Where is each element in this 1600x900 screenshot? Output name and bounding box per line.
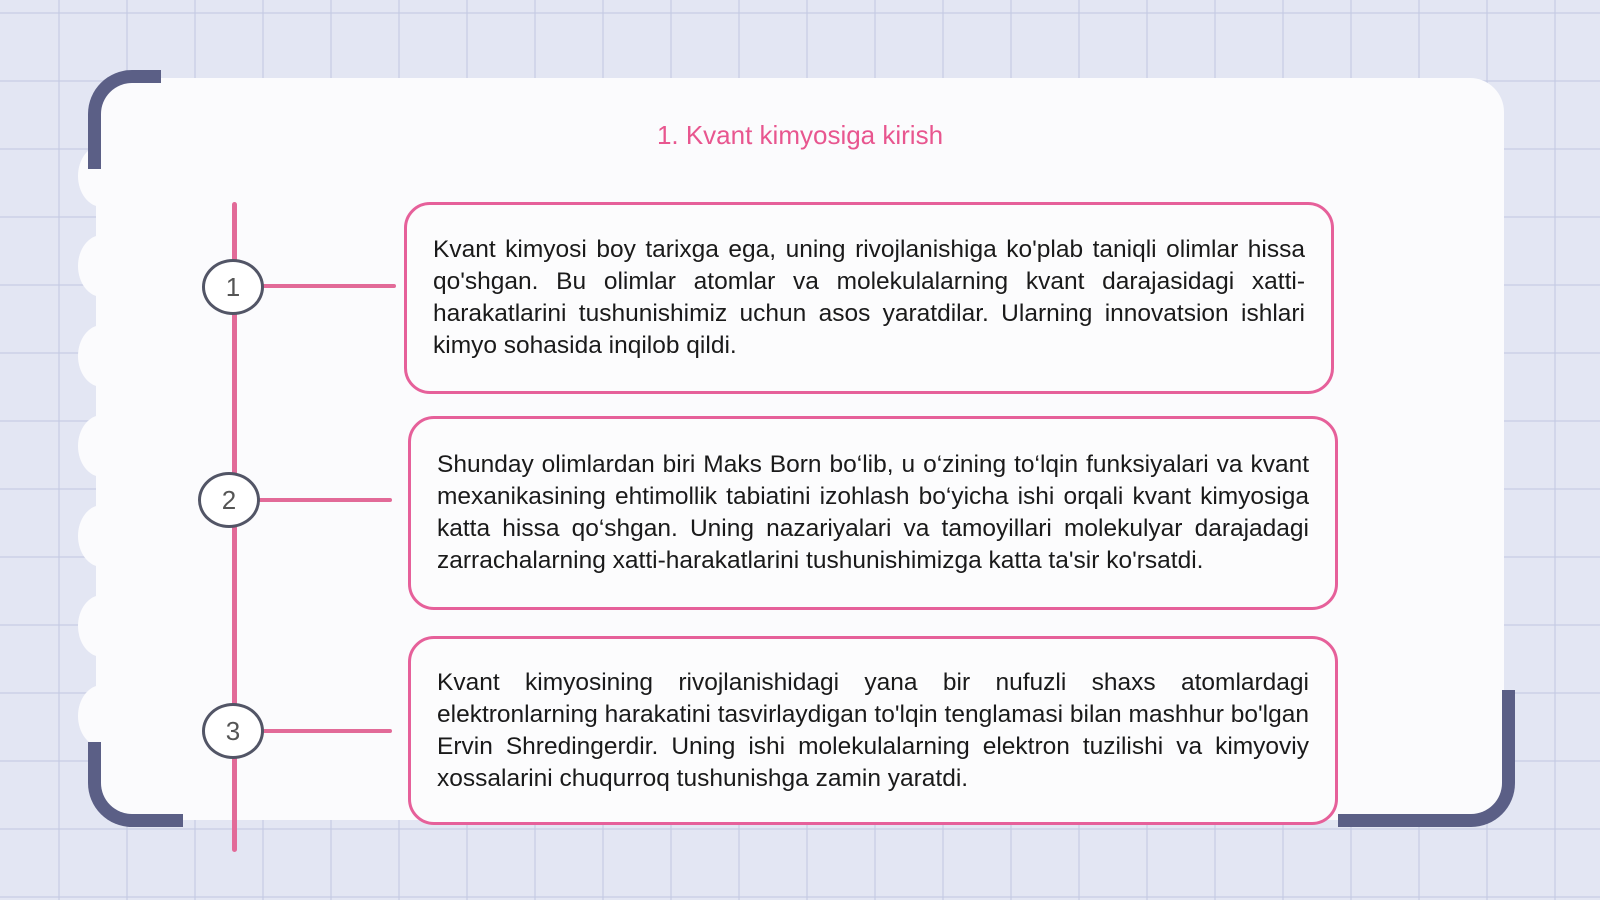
card-scallop <box>78 595 126 657</box>
step-text-3: Kvant kimyosining rivojlanishidagi yana bir nufuzli shaxs atomlardagi elektronlarning harakatini tasvirlaydigan to'lqin tenglamasi bilan mashhur bo'lgan Ervin Shredingerdir. Uning ishi molekulalarning elektron tuzilishi va kimyoviy xossalarini chuqurroq tushunishga zamin yaratdi. <box>437 668 1309 792</box>
step-number-2: 2 <box>198 472 260 528</box>
timeline-connector-1 <box>262 284 396 288</box>
card-scallop <box>78 415 126 477</box>
corner-bracket-top-left <box>88 70 161 169</box>
step-text-1: Kvant kimyosi boy tarixga ega, uning rivojlanishiga ko'plab taniqli olimlar hissa qo'shgan. Bu olimlar atomlar va molekulalarning kvant darajasidagi xatti-harakatlarini tushunishimiz uchun asos yaratdilar. Ularning innovatsion ishlari kimyo sohasida inqilob qildi. <box>433 236 1305 359</box>
step-text-2: Shunday olimlardan biri Maks Born bo‘lib, u o‘zining to‘lqin funksiyalari va kvant mexanikasining ehtimollik tabiatini izohlash bo‘yicha ishi orqali kvant kimyosiga katta hissa qo‘shgan. Uning nazariyalari va tamoyillari molekulyar darajadagi zarrachalarning xatti-harakatlarini tushunishimizga katta ta'sir ko'rsatdi. <box>437 451 1309 574</box>
step-box-2 <box>408 416 1338 610</box>
corner-bracket-bottom-left <box>88 742 183 827</box>
timeline-connector-3 <box>262 729 392 733</box>
step-number-3: 3 <box>202 703 264 759</box>
step-number-1: 1 <box>202 259 264 315</box>
card-scallop <box>78 235 126 297</box>
step-box-1 <box>404 202 1334 394</box>
timeline-connector-2 <box>258 498 392 502</box>
card-scallop <box>78 685 126 747</box>
slide-title: 1. Kvant kimyosiga kirish <box>656 120 944 150</box>
card-scallop <box>78 505 126 567</box>
card-scallop <box>78 325 126 387</box>
step-box-3 <box>408 636 1338 825</box>
corner-bracket-bottom-right <box>1338 690 1515 827</box>
